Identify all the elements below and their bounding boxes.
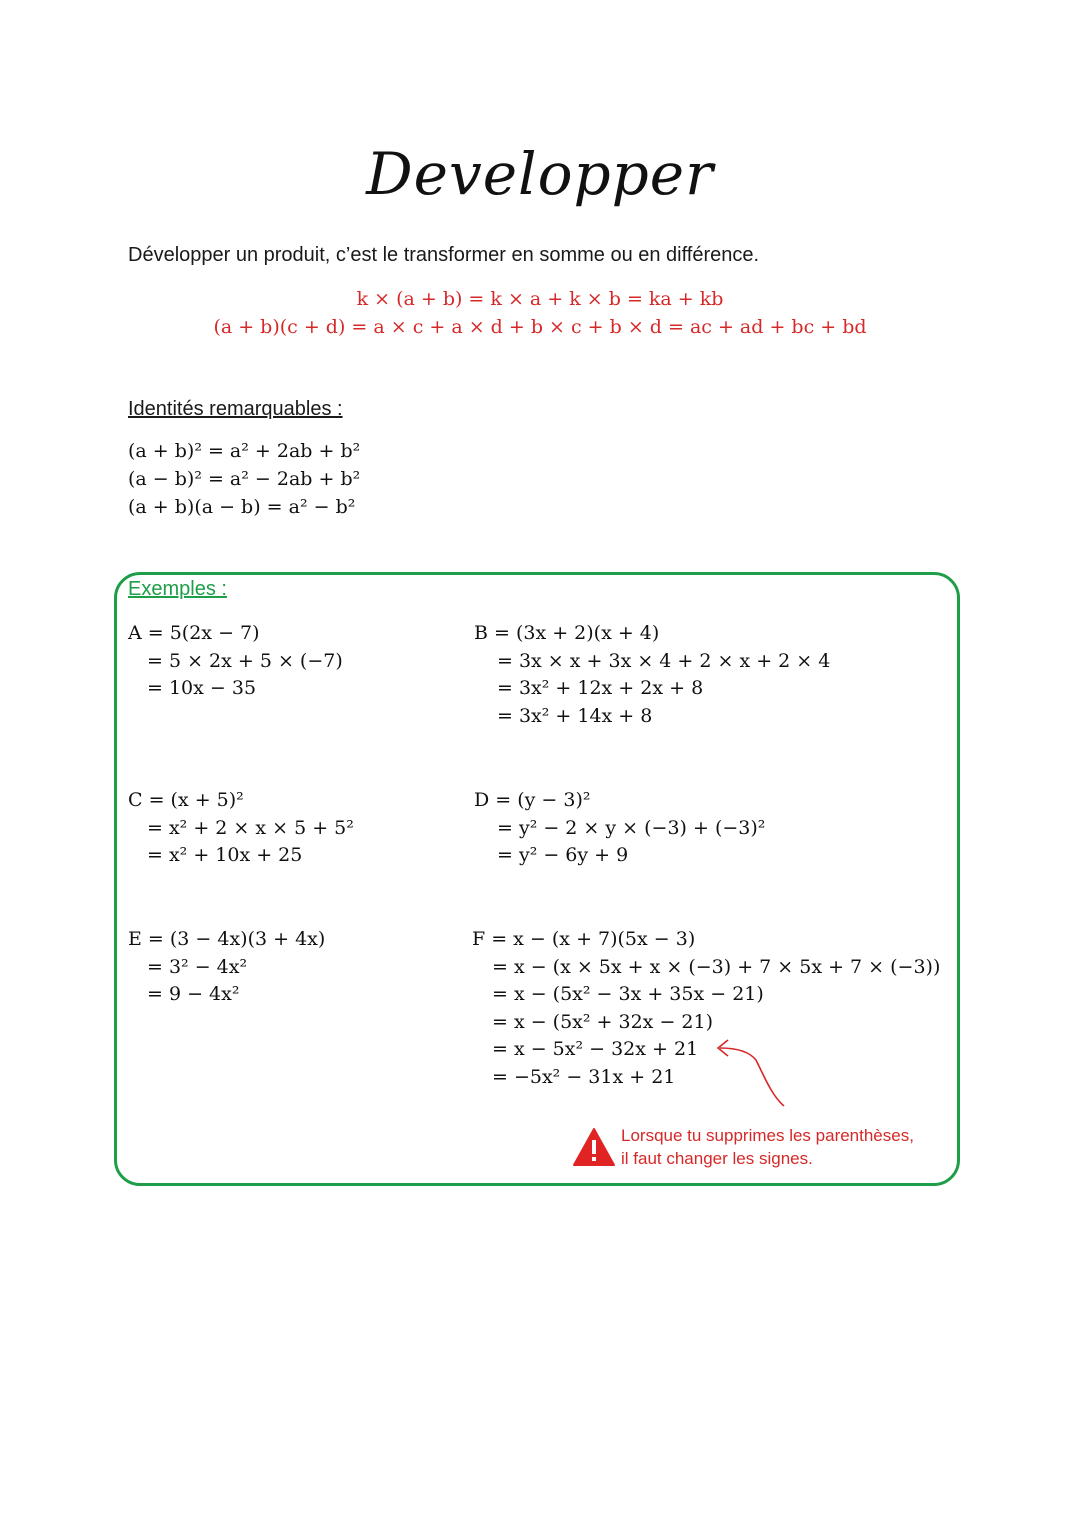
- example-e-line: E = (3 − 4x)(3 + 4x): [128, 928, 326, 950]
- example-c-line: = x² + 10x + 25: [147, 844, 303, 866]
- example-b: [474, 620, 830, 730]
- example-c-line: C = (x + 5)²: [128, 789, 244, 811]
- example-a-line: = 5 × 2x + 5 × (−7): [147, 649, 343, 672]
- examples-heading: Exemples :: [128, 578, 227, 600]
- identity-square-difference: (a − b)² = a² − 2ab + b²: [128, 468, 361, 490]
- example-e-line: = 9 − 4x²: [147, 983, 240, 1005]
- example-f-line: F = x − (x + 7)(5x − 3): [472, 928, 696, 950]
- example-d-line: = y² − 2 × y × (−3) + (−3)²: [497, 816, 766, 839]
- example-f-line: = x − (5x² − 3x + 35x − 21): [492, 983, 764, 1005]
- example-a-line: = 10x − 35: [147, 677, 257, 699]
- example-b-line: = 3x² + 14x + 8: [497, 704, 653, 727]
- identity-product-sum-difference: (a + b)(a − b) = a² − b²: [128, 496, 356, 518]
- warning-triangle-icon: [572, 1127, 616, 1167]
- example-d-line: D = (y − 3)²: [474, 789, 591, 811]
- example-f-line: = −5x² − 31x + 21: [492, 1065, 676, 1088]
- example-f-line: = x − 5x² − 32x + 21: [492, 1038, 699, 1060]
- example-c: [128, 787, 354, 870]
- example-b-line: B = (3x + 2)(x + 4): [474, 622, 660, 644]
- identity-square-sum: (a + b)² = a² + 2ab + b²: [128, 440, 361, 462]
- intro-text: Développer un produit, c’est le transformer en somme ou en différence.: [128, 244, 760, 266]
- example-a: [128, 620, 343, 703]
- example-f: [472, 926, 940, 1091]
- identities-heading: Identités remarquables :: [128, 398, 343, 420]
- example-e: [128, 926, 325, 1009]
- warning-text: [621, 1124, 914, 1170]
- example-d: [474, 787, 765, 870]
- example-b-line: = 3x² + 12x + 2x + 8: [497, 677, 704, 699]
- example-d-line: = y² − 6y + 9: [497, 844, 629, 866]
- double-distributive-formula: (a + b)(c + d) = a × c + a × d + b × c + b × d = ac + ad + bc + bd: [213, 316, 867, 338]
- example-f-line: = x − (5x² + 32x − 21): [492, 1010, 713, 1033]
- distributive-formula: k × (a + b) = k × a + k × b = ka + kb: [356, 288, 724, 310]
- warning-line: il faut changer les signes.: [621, 1149, 813, 1168]
- example-f-line: = x − (x × 5x + x × (−3) + 7 × 5x + 7 × (−3)): [492, 955, 941, 978]
- page-title: Developper: [366, 140, 714, 208]
- example-b-line: = 3x × x + 3x × 4 + 2 × x + 2 × 4: [497, 649, 831, 672]
- warning-line: Lorsque tu supprimes les parenthèses,: [621, 1126, 914, 1145]
- example-a-line: A = 5(2x − 7): [128, 622, 260, 644]
- example-e-line: = 3² − 4x²: [147, 955, 248, 978]
- example-c-line: = x² + 2 × x × 5 + 5²: [147, 816, 354, 839]
- curved-arrow-icon: [712, 1036, 802, 1116]
